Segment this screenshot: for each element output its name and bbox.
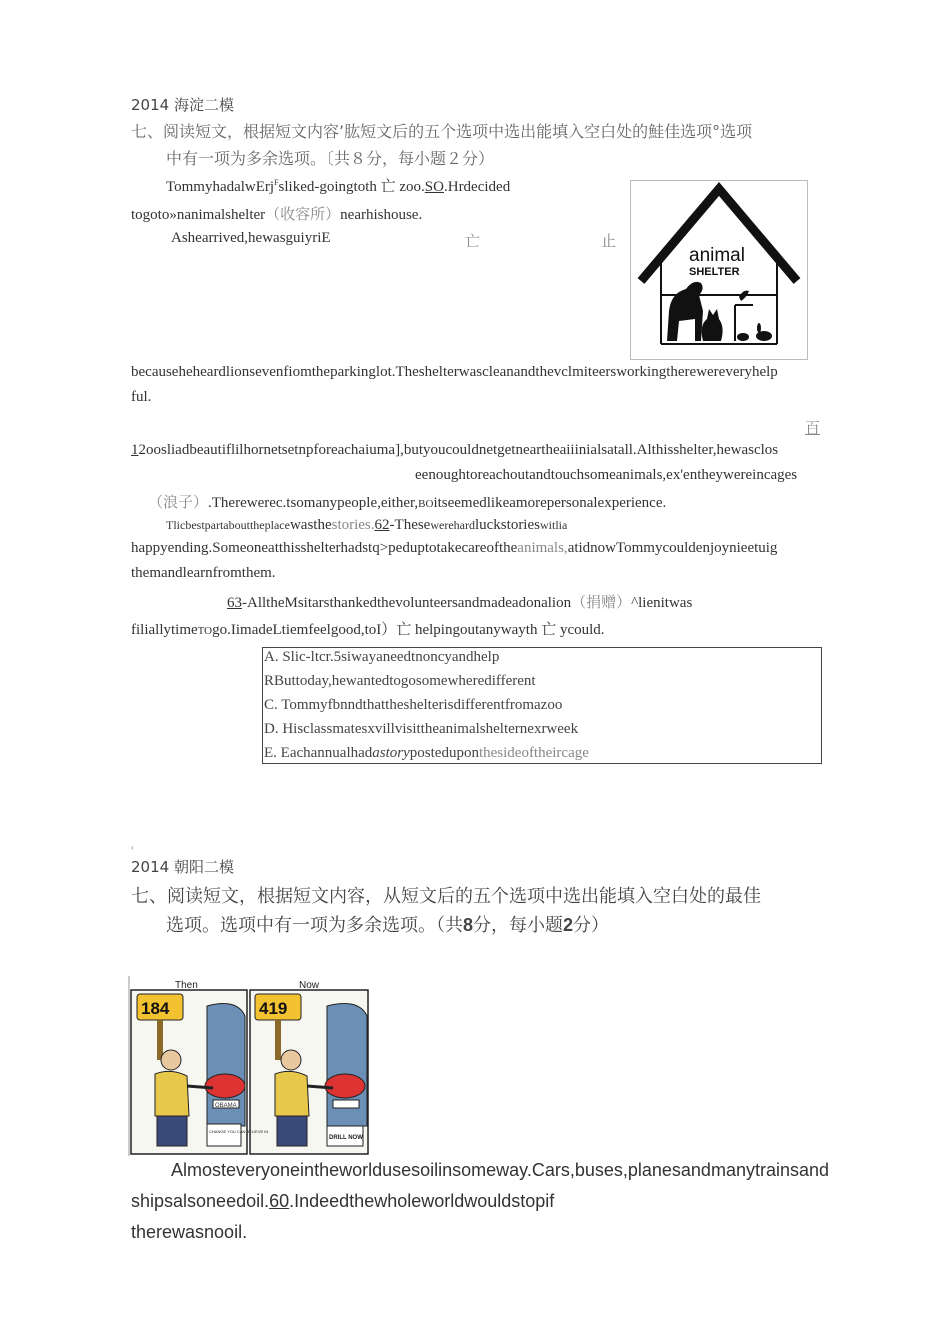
section1-heading: 2014 海淀二模 [131, 96, 234, 114]
section2-instructions-line2: 选项。选项中有一项为多余选项。（共8分，每小题2分） [166, 915, 610, 936]
passage3-line1: 12oosliadbeautiflilhornetsetnpforeachaiuma],butyoucouldnetgetneartheaiiinialsatall.Althisshelter,hewasclos [131, 442, 779, 458]
cartoon-then-label: Then [175, 980, 198, 991]
passage4-line2: happyending.Someoneatthisshelterhadstq>peduptotakecareoftheanimals,atidnowTommycouldenjoynieetuig [131, 540, 778, 556]
stray-mark: ‹ [131, 843, 134, 852]
passage5-line1: 63-AlltheMsitarsthankedthevolunteersandmadeadonalion（捐赠）^lienitwas [227, 593, 693, 611]
animal-shelter-logo [630, 180, 808, 360]
logo-word-animal: animal [689, 245, 745, 266]
cartoon-right-price: 419 [259, 999, 288, 1018]
section1-instructions-line1: 七、阅读短文，根据短文内容’肱短文后的五个选项中选出能填入空白处的鮭佳选项°选项 [131, 122, 753, 141]
passage5-line2: filiallytimeTOgo.IimadeLtiemfeelgood,toI）亡 helpingoutanywayth 亡 ycould. [131, 622, 605, 638]
passage1-glyph: 亡 [465, 232, 481, 250]
passage4-line1: Tlicbestpartabouttheplacewasthestories.62-Thesewerehardluckstorieswitlia [166, 517, 568, 533]
passage3-line3: （浪子）.Therewerec.tsomanypeople,either,BOitseemedlikeamorepersonalexperience. [148, 493, 667, 511]
cartoon-right-sign: DRILL NOW [329, 1135, 363, 1141]
passage2-line2: ful. [131, 389, 152, 405]
gas-price-cartoon [127, 976, 371, 1156]
option-e: E. Eachannualhadastoryposteduponthesideoftheircage [264, 745, 589, 761]
cartoon-now-label: Now [299, 980, 320, 991]
option-b: RButtoday,hewantedtogosomewheredifferent [264, 673, 536, 689]
passage2-body-line3: therewasnooil. [131, 1222, 248, 1242]
passage1-line2: togoto»nanimalshelter（收容所）nearhishouse. [131, 205, 423, 223]
passage2-glyph: 百 [805, 419, 821, 437]
passage2-body-line2: shipsalsoneedoil.60.Indeedthewholeworldwouldstopif [131, 1191, 555, 1211]
cartoon-left-price: 184 [141, 999, 170, 1018]
passage1-glyph: 止 [601, 232, 617, 250]
option-a: A. Slic-ltcr.5siwayaneedtnoncyandhelp [264, 649, 500, 665]
cartoon-left-plate: OBAMA [215, 1103, 237, 1109]
passage4-line3: themandlearnfromthem. [131, 565, 276, 581]
passage1-line1: TommyhadalwErj$^F$sliked-goingtoth 亡 zoo.SO.Hrdecided [166, 178, 511, 195]
section1-instructions-line2: 中有一项为多余选项。〔共８分，每小题２分） [166, 149, 495, 168]
section2-heading: 2014 朝阳二模 [131, 858, 234, 876]
logo-word-shelter: SHELTER [689, 266, 740, 278]
option-d: D. Hisclassmatesxvillvisittheanimalshelternexrweek [264, 721, 579, 737]
option-c: C. Tommyfbnndthattheshelterisdifferentfromazoo [264, 697, 563, 713]
passage2-line1: becauseheheardlionsevenfiomtheparkinglot.Theshelterwascleanandthevclmiteersworkingtherewereveryhelp [131, 364, 778, 380]
passage1-line3: Ashearrived,hewasguiyriE [171, 230, 331, 246]
section2-instructions-line1: 七、阅读短文，根据短文内容，从短文后的五个选项中选出能填入空白处的最佳 [131, 886, 761, 907]
cartoon-left-sign: CHANGE YOU CAN BELIEVE IN [209, 1129, 269, 1134]
passage3-line2: eenoughtoreachoutandtouchsomeanimals,ex'entheywereincages [415, 467, 798, 483]
passage2-body-line1: Almosteveryoneintheworldusesoilinsomeway.Cars,buses,planesandmanytrainsand [171, 1160, 830, 1180]
